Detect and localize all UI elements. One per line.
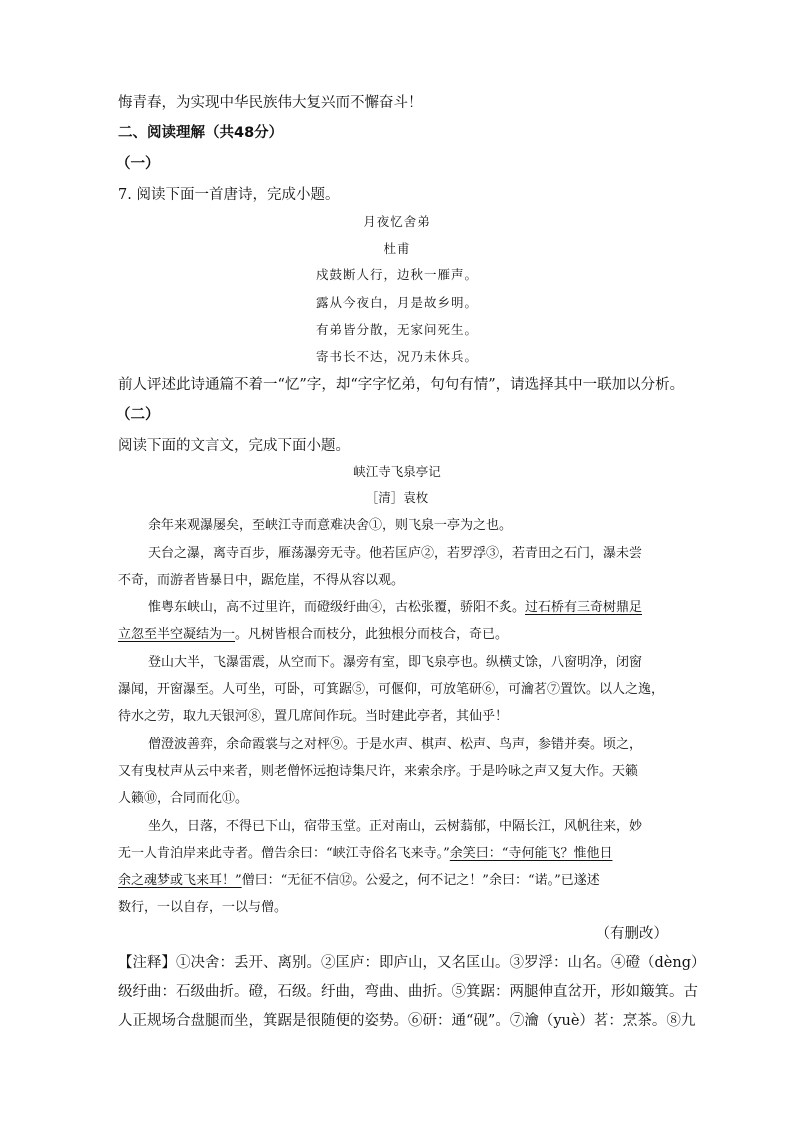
poem-line: 戍鼓断人行，边秋一雁声。 <box>315 267 478 282</box>
essay-paragraph-4: 登山大半，飞瀑雷震，从空而下。瀑旁有室，即飞泉亭也。纵横丈馀，八窗明净，闭窗 <box>148 655 643 670</box>
question-7-prompt: 7. 阅读下面一首唐诗，完成小题。 <box>118 187 340 203</box>
poem-line: 露从今夜白，月是故乡明。 <box>315 295 478 310</box>
essay-author: ［清］袁枚 <box>365 490 429 505</box>
essay-paragraph-5: 僧澄波善弈，余命霞裳与之对枰⑨。于是水声、棋声、松声、鸟声，参错并奏。顷之， <box>148 737 643 752</box>
poem-author: 杜甫 <box>383 241 411 256</box>
essay-paragraph-2-cont: 不奇，而游者皆暴日中，踞危崖，不得从容以观。 <box>118 573 405 588</box>
essay-paragraph-4-cont: 瀑闻，开窗瀑至。人可坐，可卧，可箕踞⑤，可偃仰，可放笔研⑥，可瀹茗⑦置饮。以人之逸， <box>118 682 665 697</box>
underlined-sentence: 过石桥有三奇树鼎足 <box>525 600 643 615</box>
notes-line: 【注释】①决舍：丢开、离别。②匡庐：即庐山，又名匡山。③罗浮：山名。④磴（dèng） <box>118 955 706 971</box>
poem-line: 寄书长不达，况乃未休兵。 <box>315 349 478 364</box>
essay-title: 峡江寺飞泉亭记 <box>353 464 441 479</box>
top-line: 悔青春，为实现中华民族伟大复兴而不懈奋斗！ <box>118 95 423 111</box>
underlined-sentence: 立忽至半空凝结为一 <box>118 627 236 642</box>
essay-text: 。凡树皆根合而枝分，此独根分而枝合，奇已。 <box>235 627 509 642</box>
underlined-sentence: 余之魂梦或飞来耳！” <box>118 873 242 888</box>
essay-paragraph-6: 坐久，日落，不得已下山，宿带玉堂。正对南山，云树蓊郁，中隔长江，风帆往来，妙 <box>148 819 643 834</box>
part-1-label: （一） <box>116 156 160 172</box>
notes-line: 人正规场合盘腿而坐，箕踞是很随便的姿势。⑥研：通“砚”。⑦瀹（yuè）茗：烹茶。⑧九 <box>118 1013 696 1029</box>
essay-paragraph-4-cont: 待水之劳，取九天银河⑧，置几席间作玩。当时建此亭者，其仙乎！ <box>118 709 509 724</box>
essay-paragraph-6-cont: 数行，一以自存，一以与僧。 <box>118 900 288 915</box>
notes-line: 级纡曲：石级曲折。磴，石级。纡曲，弯曲、曲折。⑤箕踞：两腿伸直岔开，形如簸箕。古 <box>118 984 698 1000</box>
essay-paragraph-3-cont <box>118 626 508 644</box>
essay-paragraph-5-cont: 人籁⑩，合同而化⑪。 <box>118 791 249 806</box>
essay-text: 惟粤东峡山，高不过里许，而磴级纡曲④，古松张覆，骄阳不炙。 <box>148 600 526 615</box>
edited-note: （有删改） <box>595 926 668 942</box>
essay-text: 无一人肯泊岸来此寺者。僧告余曰：“峡江寺俗名飞来寺。” <box>118 846 450 861</box>
essay-paragraph-2: 天台之瀑，离寺百步，雁荡瀑旁无寺。他若匡庐②，若罗浮③，若青田之石门，瀑未尝 <box>148 546 643 561</box>
essay-paragraph-6-cont <box>118 845 612 863</box>
essay-paragraph-5-cont: 又有曳杖声从云中来者，则老僧怀远抱诗集尺许，来索余序。于是吟咏之声又复大作。天籁 <box>118 764 639 779</box>
underlined-sentence: 余笑曰：“寺何能飞？惟他日 <box>449 846 613 861</box>
essay-text: 僧曰：“无征不信⑫。公爱之，何不记之！”余曰：“诺。”已遂述 <box>241 873 600 888</box>
essay-paragraph-6-cont <box>118 872 600 890</box>
essay-paragraph-1: 余年来观瀑屡矣，至峡江寺而意难决舍①，则飞泉一亭为之也。 <box>148 518 513 533</box>
essay-paragraph-3 <box>148 599 642 617</box>
question-7-text: 前人评述此诗通篇不着一“忆”字，却“字字忆弟，句句有情”，请选择其中一联加以分析。 <box>118 377 685 393</box>
poem-line: 有弟皆分散，无家问死生。 <box>315 322 478 337</box>
part-2-prompt: 阅读下面的文言文，完成下面小题。 <box>118 438 350 454</box>
poem-title: 月夜忆舍弟 <box>363 214 431 229</box>
part-2-label: （二） <box>116 407 160 423</box>
section-title: 二、阅读理解（共48分） <box>118 125 284 141</box>
